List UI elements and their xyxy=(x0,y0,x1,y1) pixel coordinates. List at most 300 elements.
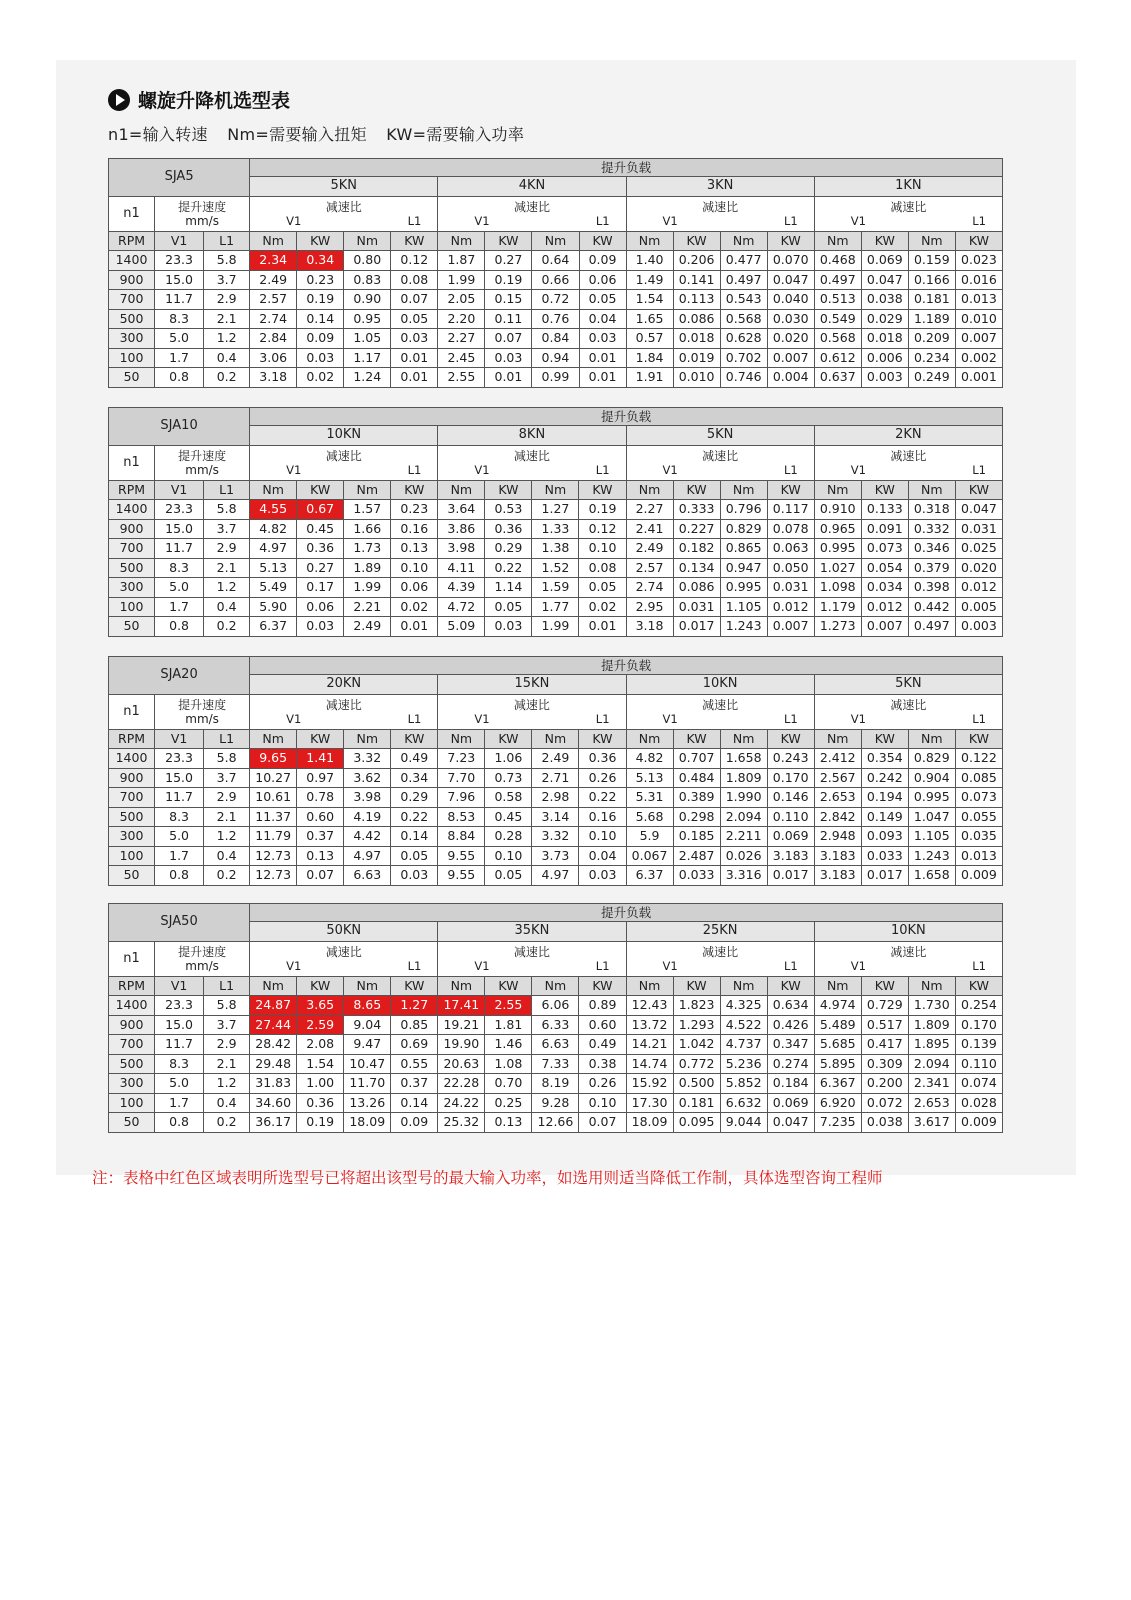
cell-value: 0.25 xyxy=(485,1093,532,1113)
cell-rpm: 50 xyxy=(109,617,155,637)
cell-rpm: 500 xyxy=(109,807,155,827)
cell-value: 3.32 xyxy=(344,749,391,769)
column-header-kw: KW xyxy=(579,976,626,996)
cell-value: 0.05 xyxy=(391,846,438,866)
cell-value: 0.06 xyxy=(297,597,344,617)
cell-value: 1.658 xyxy=(908,866,955,886)
cell-value: 1.243 xyxy=(720,617,767,637)
cell-speed-v1: 23.3 xyxy=(155,251,204,271)
column-header-nm: Nm xyxy=(344,729,391,749)
cell-speed-v1: 1.7 xyxy=(155,348,204,368)
cell-value: 0.073 xyxy=(861,539,908,559)
cell-value: 0.497 xyxy=(908,617,955,637)
ratio-l1: L1 xyxy=(595,213,610,228)
cell-value: 0.85 xyxy=(391,1015,438,1035)
cell-value: 0.017 xyxy=(673,617,720,637)
cell-value: 0.095 xyxy=(673,1113,720,1133)
cell-value-overload: 2.59 xyxy=(297,1015,344,1035)
cell-value: 2.412 xyxy=(814,749,861,769)
cell-value: 15.92 xyxy=(626,1074,673,1094)
cell-value: 2.094 xyxy=(908,1054,955,1074)
cell-value: 2.49 xyxy=(532,749,579,769)
cell-value-overload: 0.67 xyxy=(297,500,344,520)
cell-value: 11.79 xyxy=(250,827,297,847)
selection-table-sja20 xyxy=(108,656,1003,886)
cell-value: 7.96 xyxy=(438,788,485,808)
cell-value: 0.01 xyxy=(579,348,626,368)
load-group-label: 10KN xyxy=(814,922,1002,942)
cell-value: 1.65 xyxy=(626,309,673,329)
cell-value: 0.702 xyxy=(720,348,767,368)
cell-value: 6.37 xyxy=(626,866,673,886)
cell-speed-v1: 8.3 xyxy=(155,558,204,578)
cell-value: 4.42 xyxy=(344,827,391,847)
legend-n1: n1=输入转速 xyxy=(108,125,208,144)
column-header-kw: KW xyxy=(955,480,1002,500)
cell-value: 29.48 xyxy=(250,1054,297,1074)
cell-value: 9.47 xyxy=(344,1035,391,1055)
column-header-nm: Nm xyxy=(720,976,767,996)
cell-speed-v1: 0.8 xyxy=(155,1113,204,1133)
cell-value: 2.84 xyxy=(250,329,297,349)
cell-value: 3.98 xyxy=(438,539,485,559)
cell-speed-l1: 3.7 xyxy=(204,270,250,290)
column-header-kw: KW xyxy=(767,976,814,996)
ratio-options xyxy=(286,463,421,477)
cell-value: 1.809 xyxy=(908,1015,955,1035)
cell-value: 0.95 xyxy=(344,309,391,329)
cell-value: 1.06 xyxy=(485,749,532,769)
cell-value: 0.14 xyxy=(391,827,438,847)
cell-speed-l1: 1.2 xyxy=(204,1074,250,1094)
column-header-kw: KW xyxy=(297,231,344,251)
ratio-l1: L1 xyxy=(407,711,422,726)
column-header-nm: Nm xyxy=(438,729,485,749)
cell-value: 0.184 xyxy=(767,1074,814,1094)
ratio-v1: V1 xyxy=(850,462,866,477)
cell-value: 0.13 xyxy=(485,1113,532,1133)
load-group-label: 20KN xyxy=(250,675,438,695)
table-row xyxy=(109,500,1003,520)
table-row xyxy=(109,368,1003,388)
column-header-kw: KW xyxy=(767,480,814,500)
model-name: SJA50 xyxy=(109,904,250,942)
footnote: 注：表格中红色区域表明所选型号已将超出该型号的最大输入功率，如选用则适当降低工作制，具体选型咨询工程师 xyxy=(92,1169,883,1187)
cell-value: 0.99 xyxy=(532,368,579,388)
cell-value: 0.063 xyxy=(767,539,814,559)
cell-value: 0.995 xyxy=(814,539,861,559)
column-header-kw: KW xyxy=(485,976,532,996)
cell-value: 0.02 xyxy=(297,368,344,388)
cell-value: 1.17 xyxy=(344,348,391,368)
cell-value: 0.010 xyxy=(955,309,1002,329)
cell-value: 1.57 xyxy=(344,500,391,520)
table-row xyxy=(109,578,1003,598)
lift-speed-unit: mm/s xyxy=(185,462,219,477)
cell-speed-v1: 23.3 xyxy=(155,996,204,1016)
cell-value: 0.73 xyxy=(485,768,532,788)
column-header-nm: Nm xyxy=(908,231,955,251)
n1-label: n1 xyxy=(109,941,155,976)
cell-value: 4.82 xyxy=(250,519,297,539)
ratio-options xyxy=(286,712,421,726)
cell-value: 1.99 xyxy=(344,578,391,598)
lift-speed-header xyxy=(155,694,250,729)
cell-value: 0.347 xyxy=(767,1035,814,1055)
cell-value: 0.04 xyxy=(579,846,626,866)
cell-value-overload: 1.27 xyxy=(391,996,438,1016)
column-header-kw: KW xyxy=(673,231,720,251)
cell-value: 3.06 xyxy=(250,348,297,368)
cell-value: 0.628 xyxy=(720,329,767,349)
cell-rpm: 900 xyxy=(109,270,155,290)
cell-value: 0.078 xyxy=(767,519,814,539)
cell-rpm: 1400 xyxy=(109,500,155,520)
column-header-nm: Nm xyxy=(720,480,767,500)
reduction-ratio-label: 减速比 xyxy=(513,199,550,214)
cell-value: 0.746 xyxy=(720,368,767,388)
cell-value: 2.41 xyxy=(626,519,673,539)
cell-value: 0.012 xyxy=(955,578,1002,598)
cell-value: 0.829 xyxy=(908,749,955,769)
reduction-ratio-label: 减速比 xyxy=(702,199,739,214)
cell-value: 0.141 xyxy=(673,270,720,290)
cell-value: 0.26 xyxy=(579,1074,626,1094)
cell-value: 1.990 xyxy=(720,788,767,808)
cell-speed-l1: 3.7 xyxy=(204,519,250,539)
cell-value: 0.242 xyxy=(861,768,908,788)
table-row xyxy=(109,807,1003,827)
column-header-kw: KW xyxy=(673,976,720,996)
reduction-ratio-header xyxy=(814,941,1002,976)
lift-speed-unit: mm/s xyxy=(185,711,219,726)
lift-speed-unit: mm/s xyxy=(185,958,219,973)
cell-value: 0.007 xyxy=(955,329,1002,349)
reduction-ratio-label: 减速比 xyxy=(513,448,550,463)
cell-value: 1.08 xyxy=(485,1054,532,1074)
column-header-nm: Nm xyxy=(814,480,861,500)
cell-value: 0.110 xyxy=(767,807,814,827)
cell-value: 1.105 xyxy=(720,597,767,617)
cell-value: 1.54 xyxy=(297,1054,344,1074)
column-header-v1: V1 xyxy=(155,480,204,500)
table-header-row xyxy=(109,904,1003,922)
cell-speed-l1: 0.2 xyxy=(204,1113,250,1133)
cell-value: 14.74 xyxy=(626,1054,673,1074)
cell-value: 1.77 xyxy=(532,597,579,617)
cell-value: 0.03 xyxy=(391,329,438,349)
cell-speed-l1: 0.2 xyxy=(204,617,250,637)
cell-value: 1.189 xyxy=(908,309,955,329)
ratio-options xyxy=(851,463,986,477)
cell-value: 12.66 xyxy=(532,1113,579,1133)
table-row xyxy=(109,519,1003,539)
cell-value: 4.82 xyxy=(626,749,673,769)
cell-value: 2.21 xyxy=(344,597,391,617)
ratio-v1: V1 xyxy=(474,213,490,228)
cell-value: 1.14 xyxy=(485,578,532,598)
cell-value: 0.018 xyxy=(861,329,908,349)
cell-value: 0.013 xyxy=(955,290,1002,310)
cell-value: 1.179 xyxy=(814,597,861,617)
cell-value: 0.45 xyxy=(485,807,532,827)
ratio-options xyxy=(851,959,986,973)
cell-speed-l1: 2.9 xyxy=(204,788,250,808)
cell-value: 0.200 xyxy=(861,1074,908,1094)
cell-value: 0.06 xyxy=(579,270,626,290)
cell-value: 6.920 xyxy=(814,1093,861,1113)
column-header-kw: KW xyxy=(767,729,814,749)
cell-speed-l1: 2.9 xyxy=(204,1035,250,1055)
table-header-row xyxy=(109,941,1003,976)
ratio-v1: V1 xyxy=(286,213,302,228)
cell-value: 0.22 xyxy=(579,788,626,808)
cell-value: 0.08 xyxy=(579,558,626,578)
cell-value: 13.26 xyxy=(344,1093,391,1113)
cell-value: 0.13 xyxy=(297,846,344,866)
cell-value: 0.086 xyxy=(673,578,720,598)
table-row xyxy=(109,270,1003,290)
ratio-v1: V1 xyxy=(662,213,678,228)
cell-value: 1.66 xyxy=(344,519,391,539)
table-row xyxy=(109,558,1003,578)
table-row xyxy=(109,329,1003,349)
cell-value: 0.013 xyxy=(955,846,1002,866)
selection-table-sja10 xyxy=(108,407,1003,637)
model-name: SJA20 xyxy=(109,657,250,695)
cell-value: 0.10 xyxy=(579,539,626,559)
cell-value: 5.895 xyxy=(814,1054,861,1074)
cell-value: 0.209 xyxy=(908,329,955,349)
cell-value: 0.030 xyxy=(767,309,814,329)
cell-value: 2.653 xyxy=(908,1093,955,1113)
cell-value: 0.035 xyxy=(955,827,1002,847)
cell-value: 5.68 xyxy=(626,807,673,827)
cell-value: 14.21 xyxy=(626,1035,673,1055)
cell-speed-v1: 23.3 xyxy=(155,749,204,769)
reduction-ratio-header xyxy=(250,694,438,729)
reduction-ratio-label: 减速比 xyxy=(702,697,739,712)
column-header-kw: KW xyxy=(391,729,438,749)
cell-value: 1.293 xyxy=(673,1015,720,1035)
cell-value: 8.19 xyxy=(532,1074,579,1094)
cell-value: 0.009 xyxy=(955,866,1002,886)
column-header-nm: Nm xyxy=(908,976,955,996)
table-row xyxy=(109,788,1003,808)
reduction-ratio-label: 减速比 xyxy=(890,448,927,463)
cell-value: 0.031 xyxy=(673,597,720,617)
cell-value: 0.149 xyxy=(861,807,908,827)
ratio-l1: L1 xyxy=(407,958,422,973)
table-row xyxy=(109,348,1003,368)
cell-value: 0.14 xyxy=(391,1093,438,1113)
cell-value: 2.49 xyxy=(344,617,391,637)
cell-value: 0.033 xyxy=(673,866,720,886)
cell-value: 3.73 xyxy=(532,846,579,866)
cell-value: 0.417 xyxy=(861,1035,908,1055)
column-header-kw: KW xyxy=(673,480,720,500)
cell-value: 5.90 xyxy=(250,597,297,617)
cell-value: 0.03 xyxy=(579,329,626,349)
column-header-kw: KW xyxy=(955,729,1002,749)
reduction-ratio-header xyxy=(626,445,814,480)
table-row xyxy=(109,866,1003,886)
cell-value: 0.117 xyxy=(767,500,814,520)
column-header-nm: Nm xyxy=(814,976,861,996)
cell-value: 2.211 xyxy=(720,827,767,847)
cell-value: 11.37 xyxy=(250,807,297,827)
cell-value: 1.46 xyxy=(485,1035,532,1055)
cell-value: 0.012 xyxy=(767,597,814,617)
ratio-l1: L1 xyxy=(595,711,610,726)
cell-value: 0.067 xyxy=(626,846,673,866)
cell-value: 0.072 xyxy=(861,1093,908,1113)
load-group-label: 1KN xyxy=(814,177,1002,197)
cell-value: 12.43 xyxy=(626,996,673,1016)
cell-value: 1.105 xyxy=(908,827,955,847)
cell-value: 3.14 xyxy=(532,807,579,827)
lift-speed-header xyxy=(155,941,250,976)
cell-value: 0.298 xyxy=(673,807,720,827)
cell-value: 24.22 xyxy=(438,1093,485,1113)
column-header-nm: Nm xyxy=(344,976,391,996)
cell-value: 0.829 xyxy=(720,519,767,539)
column-header-nm: Nm xyxy=(626,729,673,749)
table-row xyxy=(109,996,1003,1016)
cell-value: 0.007 xyxy=(767,617,814,637)
column-header-l1: L1 xyxy=(204,976,250,996)
cell-value-overload: 17.41 xyxy=(438,996,485,1016)
column-header-nm: Nm xyxy=(532,976,579,996)
ratio-options xyxy=(851,214,986,228)
legend-kw: KW=需要输入功率 xyxy=(386,125,525,144)
cell-speed-l1: 5.8 xyxy=(204,996,250,1016)
load-group-label: 3KN xyxy=(626,177,814,197)
cell-value: 0.110 xyxy=(955,1054,1002,1074)
cell-value: 3.64 xyxy=(438,500,485,520)
cell-value: 0.020 xyxy=(955,558,1002,578)
cell-value: 0.12 xyxy=(391,251,438,271)
cell-value: 12.73 xyxy=(250,846,297,866)
column-header-nm: Nm xyxy=(814,231,861,251)
column-header-nm: Nm xyxy=(250,480,297,500)
cell-value: 3.183 xyxy=(767,846,814,866)
column-header-kw: KW xyxy=(861,976,908,996)
column-header-nm: Nm xyxy=(720,231,767,251)
cell-rpm: 1400 xyxy=(109,251,155,271)
cell-value: 0.497 xyxy=(814,270,861,290)
cell-value: 0.10 xyxy=(485,846,532,866)
cell-value: 0.904 xyxy=(908,768,955,788)
cell-value: 0.19 xyxy=(297,1113,344,1133)
ratio-l1: L1 xyxy=(972,711,986,726)
cell-value: 0.09 xyxy=(391,1113,438,1133)
table-row xyxy=(109,1015,1003,1035)
cell-value: 0.08 xyxy=(391,270,438,290)
ratio-l1: L1 xyxy=(972,958,986,973)
page-title xyxy=(108,86,290,113)
cell-value: 0.57 xyxy=(626,329,673,349)
table-row xyxy=(109,1035,1003,1055)
cell-value: 0.19 xyxy=(485,270,532,290)
cell-value: 1.38 xyxy=(532,539,579,559)
cell-value: 0.72 xyxy=(532,290,579,310)
cell-speed-v1: 11.7 xyxy=(155,539,204,559)
cell-value: 0.04 xyxy=(579,309,626,329)
n1-label: n1 xyxy=(109,196,155,231)
lift-speed-label: 提升速度 xyxy=(178,448,227,463)
cell-rpm: 300 xyxy=(109,578,155,598)
cell-value: 1.49 xyxy=(626,270,673,290)
cell-value: 1.99 xyxy=(438,270,485,290)
cell-speed-v1: 1.7 xyxy=(155,846,204,866)
cell-value: 0.707 xyxy=(673,749,720,769)
cell-value: 0.796 xyxy=(720,500,767,520)
cell-value: 0.29 xyxy=(391,788,438,808)
ratio-v1: V1 xyxy=(662,462,678,477)
column-header-nm: Nm xyxy=(626,231,673,251)
column-header-nm: Nm xyxy=(250,231,297,251)
table-row xyxy=(109,597,1003,617)
cell-value: 2.567 xyxy=(814,768,861,788)
cell-value: 2.49 xyxy=(626,539,673,559)
cell-value: 0.03 xyxy=(297,617,344,637)
cell-value: 4.97 xyxy=(532,866,579,886)
lift-speed-label: 提升速度 xyxy=(178,944,227,959)
cell-speed-l1: 0.4 xyxy=(204,846,250,866)
cell-value: 10.47 xyxy=(344,1054,391,1074)
cell-value: 2.95 xyxy=(626,597,673,617)
cell-value: 1.823 xyxy=(673,996,720,1016)
ratio-v1: V1 xyxy=(850,711,866,726)
cell-value: 6.63 xyxy=(344,866,391,886)
ratio-l1: L1 xyxy=(783,958,798,973)
cell-value: 0.03 xyxy=(485,348,532,368)
cell-value: 0.332 xyxy=(908,519,955,539)
cell-value: 1.27 xyxy=(532,500,579,520)
cell-value: 9.28 xyxy=(532,1093,579,1113)
cell-rpm: 50 xyxy=(109,368,155,388)
ratio-v1: V1 xyxy=(662,711,678,726)
column-header-nm: Nm xyxy=(720,729,767,749)
column-header-row xyxy=(109,480,1003,500)
cell-value: 0.36 xyxy=(485,519,532,539)
cell-rpm: 700 xyxy=(109,290,155,310)
cell-value: 20.63 xyxy=(438,1054,485,1074)
cell-value: 0.995 xyxy=(720,578,767,598)
cell-value: 0.69 xyxy=(391,1035,438,1055)
cell-value-overload: 0.34 xyxy=(297,251,344,271)
cell-value-overload: 27.44 xyxy=(250,1015,297,1035)
cell-value: 0.003 xyxy=(861,368,908,388)
cell-value-overload: 4.55 xyxy=(250,500,297,520)
load-group-label: 25KN xyxy=(626,922,814,942)
ratio-v1: V1 xyxy=(286,958,302,973)
cell-value: 0.254 xyxy=(955,996,1002,1016)
cell-value: 0.07 xyxy=(485,329,532,349)
cell-value: 5.852 xyxy=(720,1074,767,1094)
cell-value: 5.09 xyxy=(438,617,485,637)
cell-value: 0.006 xyxy=(861,348,908,368)
column-header-row xyxy=(109,729,1003,749)
cell-value: 2.57 xyxy=(250,290,297,310)
cell-value: 0.194 xyxy=(861,788,908,808)
cell-value: 0.03 xyxy=(485,617,532,637)
cell-value: 0.14 xyxy=(297,309,344,329)
load-group-label: 2KN xyxy=(814,426,1002,446)
cell-value: 5.685 xyxy=(814,1035,861,1055)
cell-speed-v1: 15.0 xyxy=(155,270,204,290)
